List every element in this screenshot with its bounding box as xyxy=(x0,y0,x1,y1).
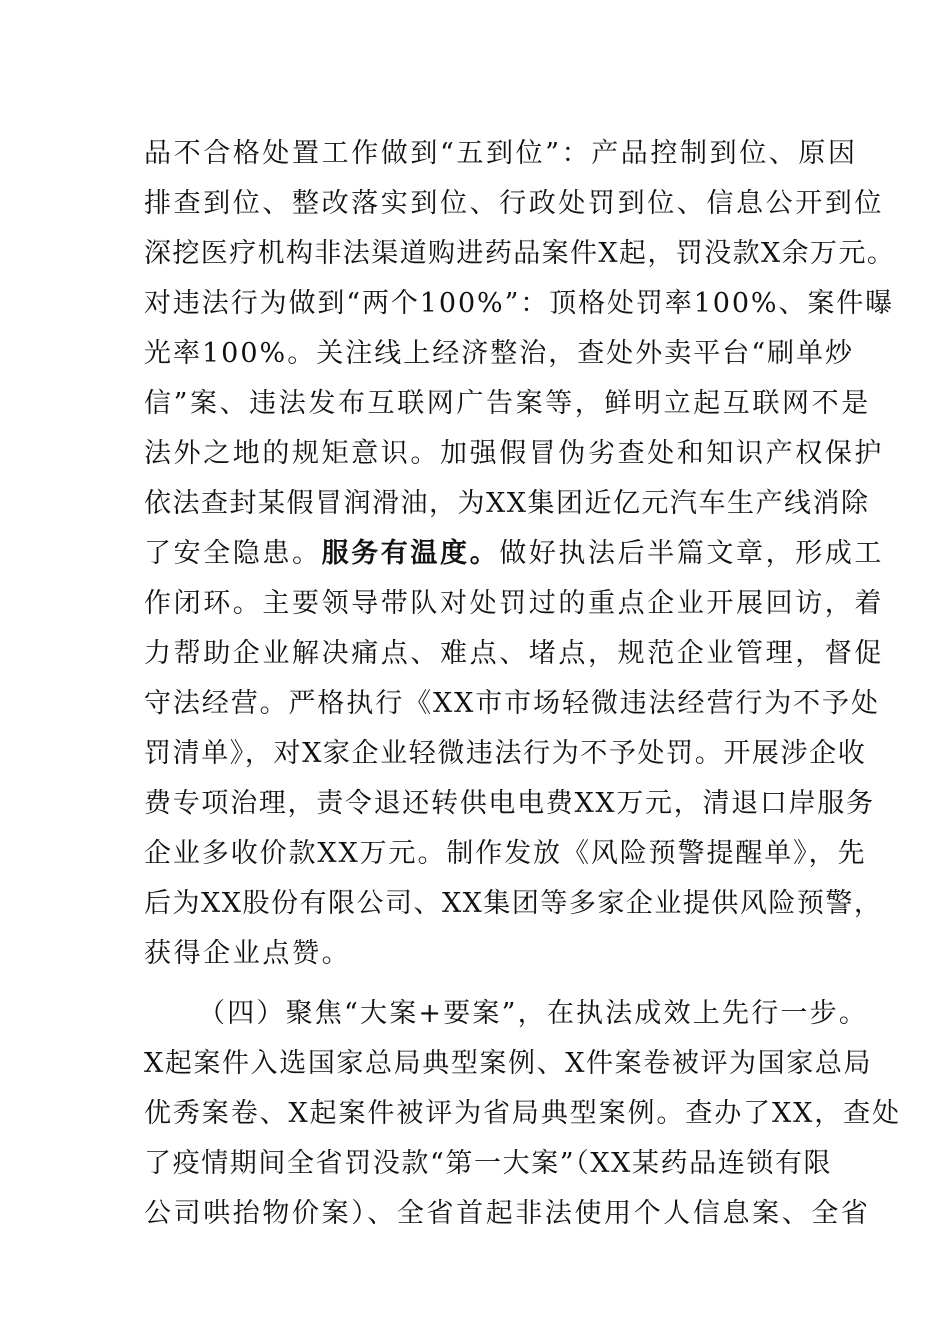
text-line: 信”案、违法发布互联网广告案等，鲜明立起互联网不是 xyxy=(144,388,871,419)
text-line: 获得企业点赞。 xyxy=(144,938,352,969)
text-line: 力帮助企业解决痛点、难点、堵点，规范企业管理，督促 xyxy=(144,638,884,669)
text-line: 深挖医疗机构非法渠道购进药品案件X起，罚没款X余万元。 xyxy=(144,238,896,269)
text-line: 罚清单》，对X家企业轻微违法行为不予处罚。开展涉企收 xyxy=(144,738,867,769)
text-line: 依法查封某假冒润滑油，为XX集团近亿元汽车生产线消除 xyxy=(144,488,870,519)
text-line: 企业多收价款XX万元。制作发放《风险预警提醒单》，先 xyxy=(144,838,867,869)
text-segment: 了安全隐患。 xyxy=(144,538,322,569)
text-line: 对违法行为做到“两个100%”：顶格处罚率100%、案件曝 xyxy=(144,288,895,319)
text-line-mixed xyxy=(144,534,884,574)
text-line: 了疫情期间全省罚没款“第一大案”（XX某药品连锁有限 xyxy=(144,1148,833,1179)
text-line: 优秀案卷、X起案件被评为省局典型案例。查办了XX，查处 xyxy=(144,1098,901,1129)
text-line: 品不合格处置工作做到“五到位”：产品控制到位、原因 xyxy=(144,138,858,169)
text-line: 费专项治理，责令退还转供电电费XX万元，清退口岸服务 xyxy=(144,788,875,819)
text-line: 排查到位、整改落实到位、行政处罚到位、信息公开到位 xyxy=(144,188,884,219)
text-segment: 做好执法后半篇文章，形成工 xyxy=(499,538,885,569)
text-line: 后为XX股份有限公司、XX集团等多家企业提供风险预警， xyxy=(144,888,883,919)
text-line: 公司哄抬物价案）、全省首起非法使用个人信息案、全省 xyxy=(144,1198,871,1229)
bold-heading-service-warmth: 服务有温度。 xyxy=(321,538,500,569)
section-heading-four: （四）聚焦“大案+要案”，在执法成效上先行一步。 xyxy=(198,998,869,1029)
text-line: 光率100%。关注线上经济整治，查处外卖平台“刷单炒 xyxy=(144,338,854,369)
text-line: X起案件入选国家总局典型案例、X件案卷被评为国家总局 xyxy=(144,1048,873,1079)
text-line: 作闭环。主要领导带队对处罚过的重点企业开展回访，着 xyxy=(144,588,884,619)
text-line: 法外之地的规矩意识。加强假冒伪劣查处和知识产权保护 xyxy=(144,438,884,469)
text-line: 守法经营。严格执行《XX市市场轻微违法经营行为不予处 xyxy=(144,688,880,719)
